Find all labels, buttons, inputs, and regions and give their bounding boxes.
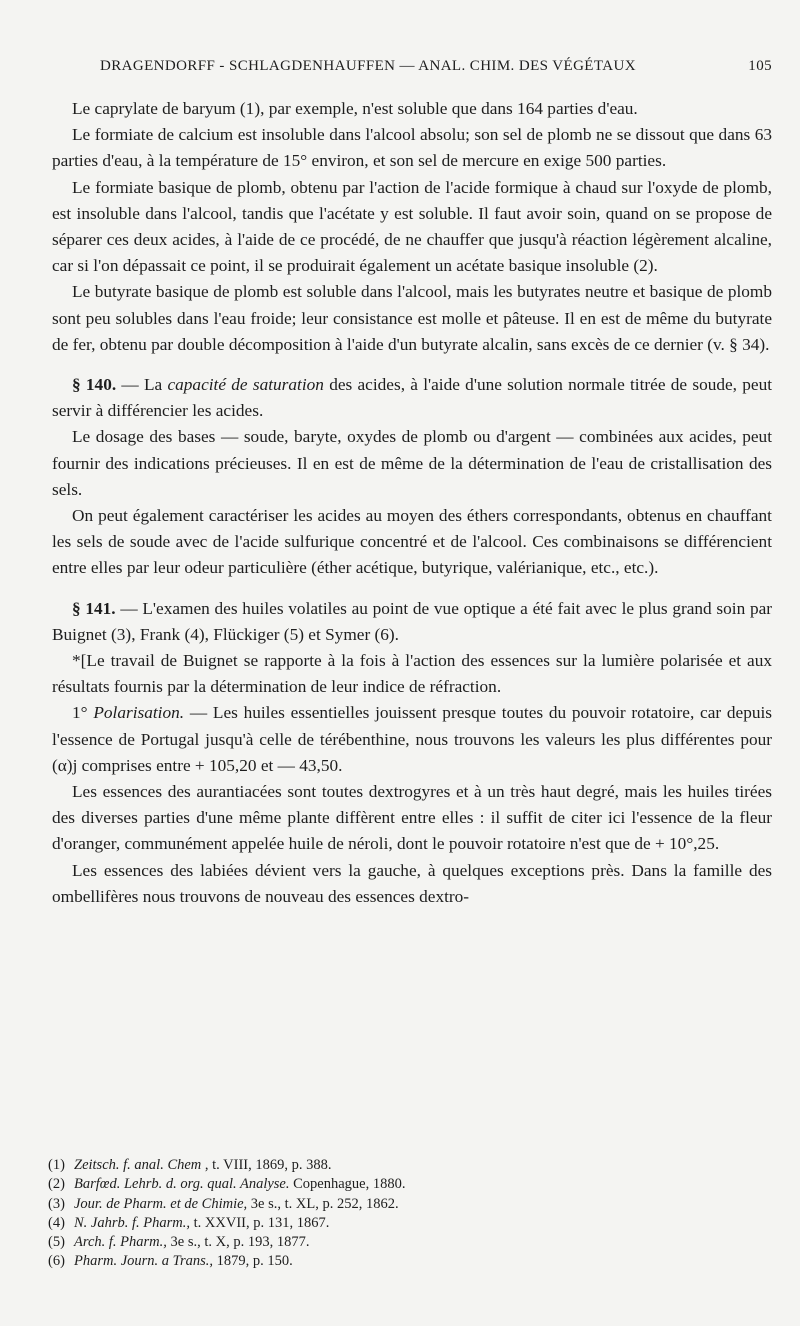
- paragraph-butyrate: Le butyrate basique de plomb est soluble dans l'alcool, mais les butyrates neutre et basique de plomb sont peu solubles dans l'eau froide; leur consistance est molle et pâteuse. Il en est de même du butyrate de fer, obtenu par double décomposition à l'aide d'un butyrate alcalin, sans excès de ce dernier (v. § 34).: [52, 282, 772, 354]
- paragraph-dosage: Le dosage des bases — soude, baryte, oxydes de plomb ou d'argent — combinées aux acides, peut fournir des indications précieuses. Il en est de même de la détermination de l'eau de cristallisation des sels.: [52, 427, 772, 499]
- footnote-ref: t. XXVII, p. 131, 1867.: [190, 1214, 330, 1231]
- paragraph-formiate-calcium: Le formiate de calcium est insoluble dans l'alcool absolu; son sel de plomb ne se dissout que dans 63 parties d'eau, à la température de 15° environ, et son sel de mercure en exige 500 parties.: [52, 125, 772, 171]
- footnote-ref: 3e s., t. X, p. 193, 1877.: [166, 1234, 310, 1251]
- footnote-mark: (5): [48, 1234, 65, 1251]
- section-141-text: — L'examen des huiles volatiles au point de vue optique a été fait avec le plus grand soin par Buignet (3), Frank (4), Flückiger (5) et Symer (6).: [52, 598, 773, 644]
- paragraph-buignet: *[Le travail de Buignet se rapporte à la fois à l'action des essences sur la lumière polarisée et aux résultats fournis par la détermination de leur indice de réfraction.: [52, 651, 772, 697]
- page-number: 105: [748, 58, 772, 74]
- footnote-mark: (4): [48, 1214, 65, 1231]
- footnote-ref: 1879, p. 150.: [212, 1253, 293, 1270]
- polarisation-heading: Polarisation.: [93, 703, 185, 723]
- footnote-mark: (3): [48, 1195, 65, 1212]
- paragraph-formiate-plomb: Le formiate basique de plomb, obtenu par l'action de l'acide formique à chaud sur l'oxyde de plomb, est insoluble dans l'alcool, tandis que l'acétate y est soluble. Il faut avoir soin, quand on se propose de séparer ces deux acides, à l'aide de ce procédé, de ne chauffer que jusqu'à réaction légèrement alcaline, car si l'on dépassait ce point, il se produirait également un acétate basique insoluble (2).: [52, 177, 772, 276]
- footnote-source: Pharm. Journ. a Trans.,: [74, 1253, 213, 1270]
- paragraph-aurantiacees: Les essences des aurantiacées sont toutes dextrogyres et à un très haut degré, mais les huiles tirées des diverses parties d'une même plante diffèrent entre elles : il suffit de citer ici l'essence de la fleur d'oranger, communément appelée huile de néroli, dont le pouvoir rotatoire n'est que de + 10°,25.: [52, 782, 772, 854]
- section-141-number: § 141.: [72, 598, 116, 618]
- footnote-ref: Copenhague, 1880.: [289, 1176, 406, 1193]
- section-140-number: § 140.: [72, 375, 117, 395]
- paragraph-polarisation: [52, 700, 772, 779]
- footnote: [48, 1214, 768, 1233]
- section-140: [52, 372, 772, 424]
- footnote: [48, 1195, 768, 1214]
- section-140-emphasis: capacité de saturation: [167, 375, 324, 395]
- polarisation-text: — Les huiles essentielles jouissent presque toutes du pouvoir rotatoire, car depuis l'essence de Portugal jusqu'à celle de térébenthine, nous trouvons les valeurs les plus différentes pour (α)j comprises entre + 105,20 et — 43,50.: [52, 703, 773, 775]
- footnote: [48, 1252, 768, 1271]
- section-140-dash: — La: [116, 375, 168, 395]
- footnote-ref: , t. VIII, 1869, p. 388.: [201, 1157, 332, 1173]
- section-140-text: des acides, à l'aide d'une solution normale titrée de soude, peut servir à différencier les acides.: [52, 375, 773, 421]
- paragraph-caprylate: Le caprylate de baryum (1), par exemple, n'est soluble que dans 164 parties d'eau.: [72, 99, 638, 118]
- footnote-mark: (1): [48, 1157, 65, 1173]
- footnote: [48, 1156, 768, 1175]
- running-title: DRAGENDORFF - SCHLAGDENHAUFFEN — ANAL. CHIM. DES VÉGÉTAUX: [100, 58, 636, 74]
- footnote-source: Jour. de Pharm. et de Chimie,: [74, 1195, 248, 1212]
- footnote-source: Barfœd. Lehrb. d. org. qual. Analyse.: [74, 1176, 290, 1193]
- footnote-mark: (6): [48, 1253, 65, 1270]
- footnotes: [48, 1156, 768, 1272]
- footnote-ref: 3e s., t. XL, p. 252, 1862.: [247, 1195, 399, 1212]
- paragraph-labiees: Les essences des labiées dévient vers la gauche, à quelques exceptions près. Dans la famille des ombellifères nous trouvons de nouveau des essences dextro-: [52, 860, 772, 906]
- footnote: [48, 1175, 768, 1194]
- footnote: [48, 1233, 768, 1252]
- main-text: [52, 96, 772, 910]
- section-141: [52, 596, 772, 648]
- footnote-mark: (2): [48, 1176, 65, 1193]
- paragraph-ethers: On peut également caractériser les acides au moyen des éthers correspondants, obtenus en chauffant les sels de soude avec de l'acide sulfurique concentré et de l'alcool. Ces combinaisons se différencient entre elles par leur odeur particulière (éther acétique, butyrique, valérianique, etc., etc.).: [52, 506, 772, 578]
- polarisation-number: 1°: [72, 703, 94, 723]
- footnote-source: N. Jahrb. f. Pharm.,: [74, 1214, 190, 1231]
- footnote-source: Arch. f. Pharm.,: [74, 1234, 167, 1251]
- footnote-source: Zeitsch. f. anal. Chem: [74, 1157, 202, 1173]
